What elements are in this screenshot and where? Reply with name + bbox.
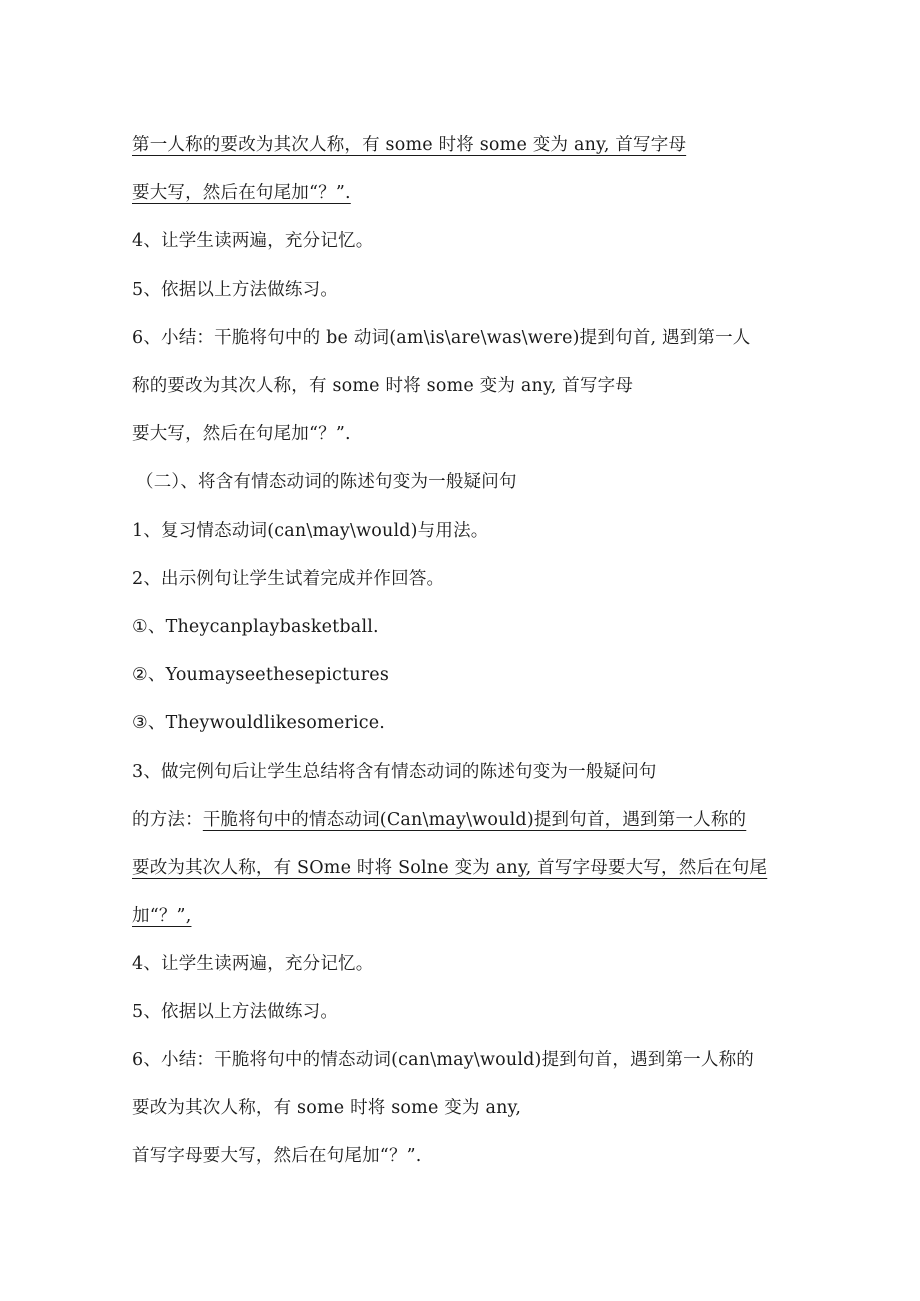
text-line (132, 809, 746, 831)
text-line: 首写字母要大写，然后在句尾加“？”. (132, 1146, 422, 1166)
text-line: 要大写，然后在句尾加“？”. (132, 183, 351, 203)
example-sentence: ①、Theycanplaybasketball. (132, 617, 379, 637)
list-item: 3、做完例句后让学生总结将含有情态动词的陈述句变为一般疑问句 (132, 762, 657, 782)
text-line: 要改为其次人称，有 SOme 时将 Solne 变为 any, 首写字母要大写，然后在句尾 (132, 858, 768, 878)
text-line: 要改为其次人称，有 some 时将 some 变为 any, (132, 1098, 522, 1118)
list-item: 5、依据以上方法做练习。 (132, 280, 339, 300)
method-label: 的方法： (132, 810, 203, 830)
section-heading: （二）、将含有情态动词的陈述句变为一般疑问句 (136, 472, 517, 492)
method-description: 干脆将句中的情态动词(Can\may\would)提到句首，遇到第一人称的 (202, 810, 747, 830)
example-sentence: ③、Theywouldlikesomerice. (132, 713, 386, 733)
list-item: 6、小结：干脆将句中的情态动词(can\may\would)提到句首，遇到第一人称的 (132, 1050, 754, 1070)
list-item: 5、依据以上方法做练习。 (132, 1002, 339, 1022)
text-line: 要大写，然后在句尾加“？”. (132, 424, 351, 444)
list-item: 2、出示例句让学生试着完成并作回答。 (132, 569, 445, 589)
list-item: 4、让学生读两遍，充分记忆。 (132, 954, 374, 974)
text-line: 称的要改为其次人称，有 some 时将 some 变为 any, 首写字母 (132, 376, 634, 396)
list-item: 6、小结：干脆将句中的 be 动词(am\is\are\was\were)提到句首, 遇到第一人 (132, 328, 751, 348)
example-sentence: ②、Youmayseethesepictures (132, 665, 390, 685)
text-line: 加“？”, (132, 906, 192, 926)
list-item: 1、复习情态动词(can\may\would)与用法。 (132, 521, 489, 541)
text-line: 第一人称的要改为其次人称，有 some 时将 some 变为 any, 首写字母 (132, 135, 687, 155)
list-item: 4、让学生读两遍，充分记忆。 (132, 231, 374, 251)
